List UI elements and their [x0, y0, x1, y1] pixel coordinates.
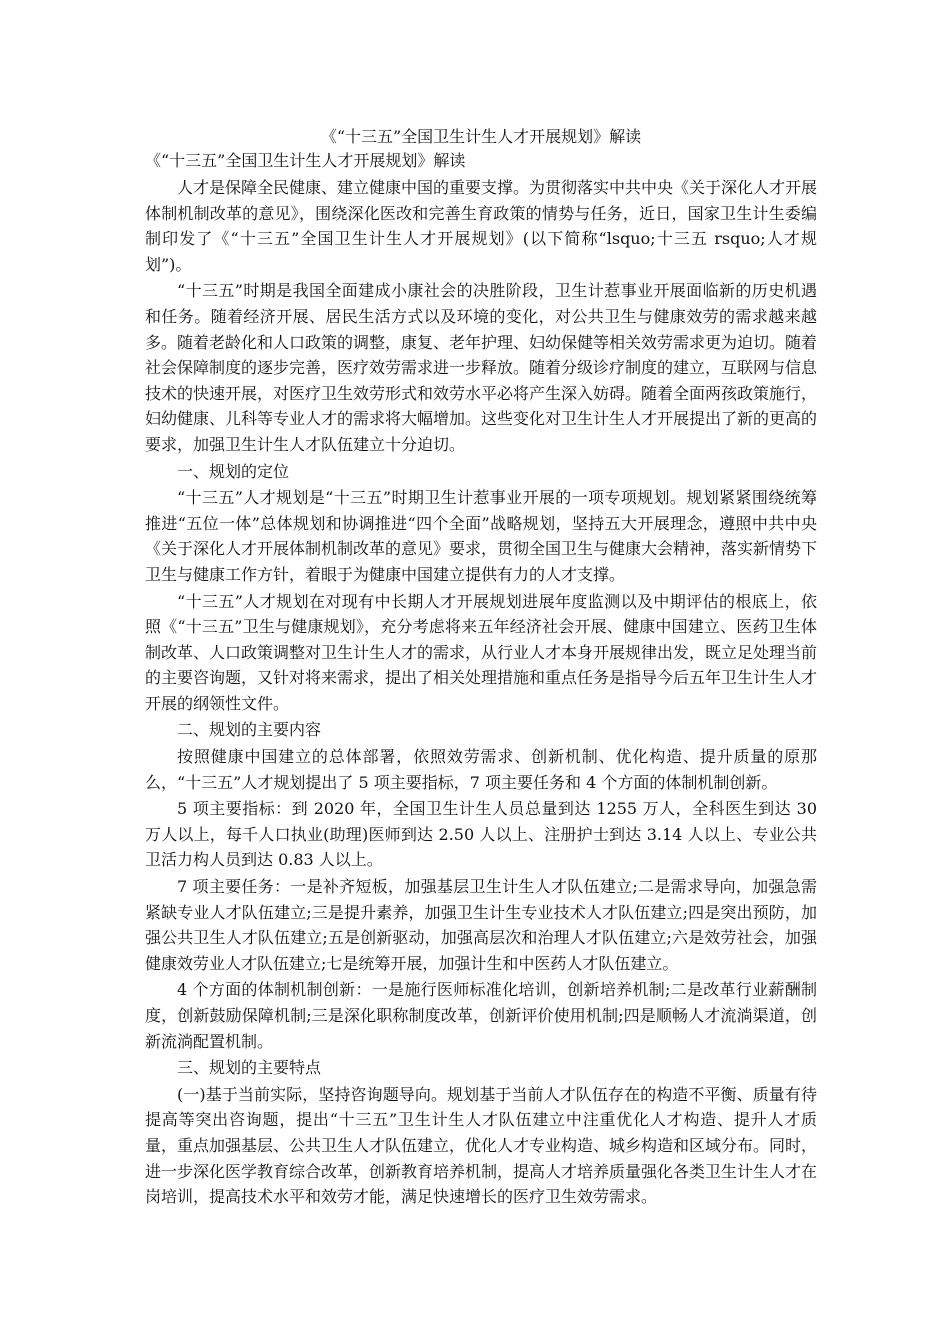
document-page — [145, 126, 817, 1211]
paragraph-feature-1: (一)基于当前实际，坚持咨询题导向。规划基于当前人才队伍存在的构造不平衡、质量有待提高等突出咨询题，提出“十三五”卫生计生人才队伍建立中注重优化人才构造、提升人才质量，重点加强基层、公共卫生人才队伍建立，优化人才专业构造、城乡构造和区域分布。同时，进一步深化医学教育综合改革，创新教育培养机制，提高人才培养质量强化各类卫生计生人才在岗培训，提高技术水平和效劳才能，满足快速增长的医疗卫生效劳需求。 — [145, 1084, 818, 1207]
paragraph-positioning-2: “十三五”人才规划在对现有中长期人才开展规划进展年度监测以及中期评估的根底上，依照《“十三五”卫生与健康规划》，充分考虑将来五年经济社会开展、健康中国建立、医药卫生体制改革、人口政策调整对卫生计生人才的需求，从行业人才本身开展规律出发，既立足处理当前的主要咨询题，又针对将来需求，提出了相关处理措施和重点任务是指导今后五年卫生计生人才开展的纲领性文件。 — [145, 591, 818, 713]
section-heading-positioning: 一、规划的定位 — [177, 461, 290, 481]
paragraph-main-indicators: 5 项主要指标：到 2020 年，全国卫生计生人员总量到达 1255 万人，全科医生到达 30 万人以上，每千人口执业(助理)医师到达 2.50 人以上、注册护士到达 3.14 人以上、专业公共卫活力构人员到达 0.83 人以上。 — [145, 799, 817, 870]
paragraph-main-tasks: 7 项主要任务：一是补齐短板，加强基层卫生计生人才队伍建立;二是需求导向，加强急需紧缺专业人才队伍建立;三是提升素养，加强卫生计生专业技术人才队伍建立;四是突出预防，加强公共卫生人才队伍建立;五是创新驱动，加强高层次和治理人才队伍建立;六是效劳社会，加强健康效劳业人才队伍建立;七是统筹开展，加强计生和中医药人才队伍建立。 — [145, 877, 817, 973]
document-title: 《“十三五”全国卫生计生人才开展规划》解读 — [320, 127, 642, 146]
paragraph-positioning-1: “十三五”人才规划是“十三五”时期卫生计惹事业开展的一项专项规划。规划紧紧围绕统筹推进“五位一体”总体规划和协调推进“四个全面”战略规划，坚持五大开展理念，遵照中共中央《关于深化人才开展体制机制改革的意见》要求，贯彻全国卫生与健康大会精神，落实新情势下卫生与健康工作方针，着眼于为健康中国建立提供有力的人才支撑。 — [145, 488, 818, 584]
paragraph-background: “十三五”时期是我国全面建成小康社会的决胜阶段，卫生计惹事业开展面临新的历史机遇和任务。随着经济开展、居民生活方式以及环境的变化，对公共卫生与健康效劳的需求越来越多。随着老龄化和人口政策的调整，康复、老年护理、妇幼保健等相关效劳需求更为迫切。随着社会保障制度的逐步完善，医疗效劳需求进一步释放。随着分级诊疗制度的建立，互联网与信息技术的快速开展，对医疗卫生效劳形式和效劳水平必将产生深入妨碍。随着全面两孩政策施行，妇幼健康、儿科等专业人才的需求将大幅增加。这些变化对卫生计生人才开展提出了新的更高的要求，加强卫生计生人才队伍建立十分迫切。 — [145, 281, 818, 454]
paragraph-mechanism-innovation: 4 个方面的体制机制创新：一是施行医师标准化培训，创新培养机制;二是改革行业薪酬制度，创新鼓励保障机制;三是深化职称制度改革，创新评价使用机制;四是顺畅人才流淌渠道，创新流淌配置机制。 — [145, 980, 817, 1051]
paragraph-intro: 人才是保障全民健康、建立健康中国的重要支撑。为贯彻落实中共中央《关于深化人才开展体制机制改革的意见》，围绕深化医改和完善生育政策的情势与任务，近日，国家卫生计生委编制印发了《“十三五”全国卫生计生人才开展规划》(以下简称“lsquo;十三五 rsquo;人才规划”)。 — [145, 178, 818, 274]
section-heading-main-content: 二、规划的主要内容 — [177, 720, 322, 740]
paragraph-main-content-overview: 按照健康中国建立的总体部署，依照效劳需求、创新机制、优化构造、提升质量的原那么，“十三五”人才规划提出了 5 项主要指标，7 项主要任务和 4 个方面的体制机制创新。 — [145, 747, 817, 792]
document-subtitle: 《“十三五”全国卫生计生人才开展规划》解读 — [145, 151, 466, 170]
section-heading-features: 三、规划的主要特点 — [177, 1058, 322, 1078]
